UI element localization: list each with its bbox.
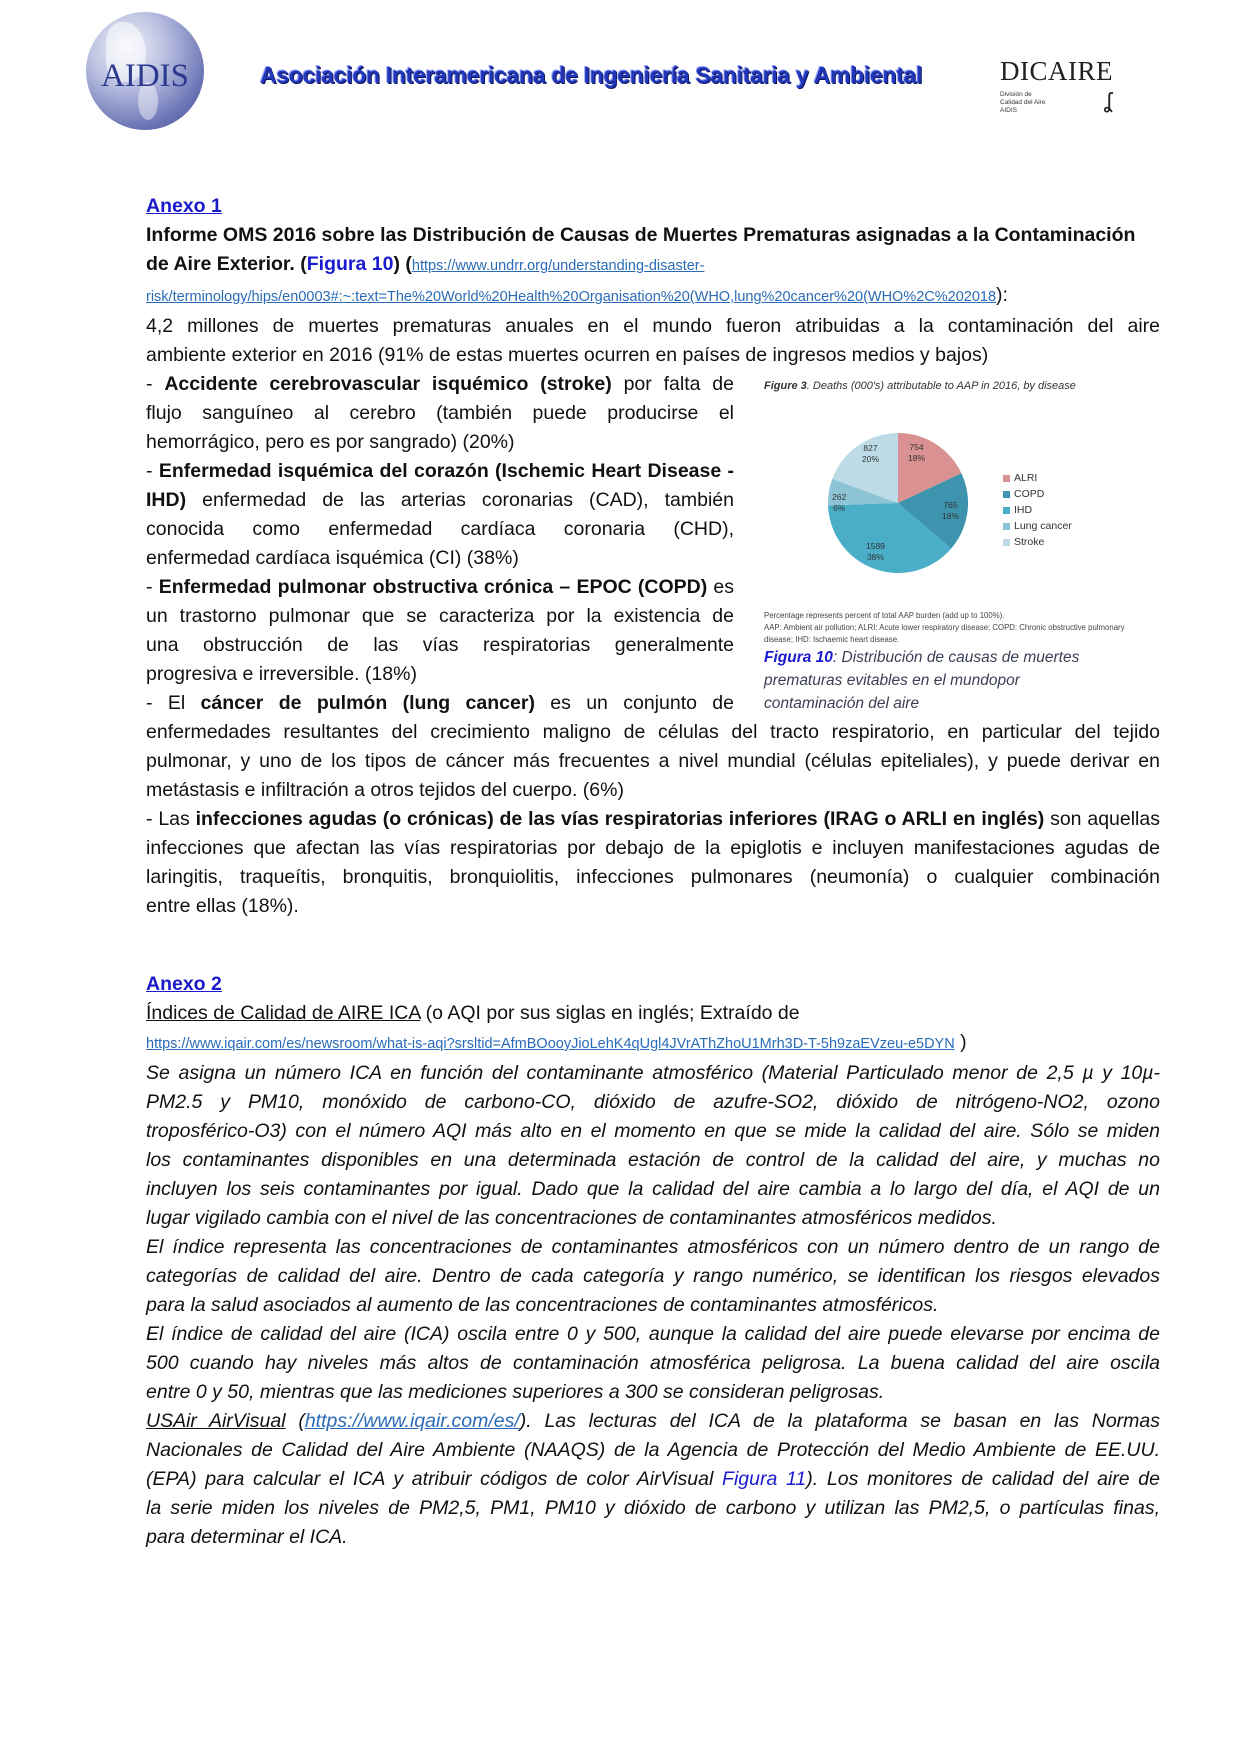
annex1-section: [146, 192, 1160, 370]
figure-10: [764, 380, 1144, 392]
annex2-body: [146, 1059, 1160, 1552]
figure-note-2: AAP: Ambient air pollution; ALRI: Acute lower respiratory disease; COPD: Chronic obstructive pulmonary: [764, 623, 1125, 632]
dicaire-name: DICAIRE: [1000, 56, 1113, 86]
dicaire-swirl-icon: ʆ: [1104, 88, 1112, 113]
disease-list-wide: [146, 718, 1160, 921]
figure11-ref-link[interactable]: Figura 11: [722, 1468, 807, 1490]
pie-legend: [1003, 470, 1072, 550]
pie-label-ihd: 1589 38%: [866, 541, 885, 562]
disease-list-narrow: [146, 370, 734, 718]
item-lung-line3: pulmonar, y uno de los tipos de cáncer más frecuentes a nivel mundial (células epiteliales), y puede derivar en: [146, 750, 1160, 772]
item-alri-line2: infecciones que afectan las vías respiratorias por debajo de la epiglotis e incluyen manifestaciones agudas de: [146, 837, 1160, 859]
item-stroke-line1: - Accidente cerebrovascular isquémico (stroke) por falta de: [146, 373, 734, 395]
legend-swatch-icon: [1003, 523, 1010, 530]
body-line: Se asigna un número ICA en función del contaminante atmosférico (Material Particulado menor de 2,5 µ y 10µ-: [146, 1062, 1160, 1084]
figure-note-3: disease; IHD: Ischaemic heart disease.: [764, 635, 900, 644]
item-lung-line2: enfermedades resultantes del crecimiento maligno de células del tracto respiratorio, en particular del tejido: [146, 721, 1160, 743]
item-alri-line1: - Las infecciones agudas (o crónicas) de las vías respiratorias inferiores (IRAG o ARLI en inglés) son aquellas: [146, 808, 1160, 830]
item-alri-line3: laringitis, traqueítis, bronquitis, bronquiolitis, infecciones pulmonares (neumonía) o cualquier combinación: [146, 866, 1160, 888]
annex1-heading-link[interactable]: Anexo 1: [146, 195, 222, 217]
body-line: PM2.5 y PM10, monóxido de carbono-CO, dióxido de azufre-SO2, dióxido de nitrógeno-NO2, ozono: [146, 1091, 1160, 1113]
figure-notes: [764, 610, 1164, 646]
item-stroke-line2: flujo sanguíneo al cerebro (también puede producirse el: [146, 402, 734, 424]
dicaire-line1: División de: [1000, 91, 1032, 98]
body-line: El índice representa las concentraciones de contaminantes atmosféricos con un número dentro de un rango de: [146, 1236, 1160, 1258]
usair-line4: la serie miden los niveles de PM2,5, PM1, PM10 y dióxido de carbono y utilizan las PM2,5, o partículas finas,: [146, 1497, 1160, 1519]
item-lung-line1: - El cáncer de pulmón (lung cancer) es un conjunto de: [146, 692, 734, 714]
item-stroke-line3: hemorrágico, pero es por sangrado) (20%): [146, 431, 515, 453]
legend-item-alri: ALRI: [1003, 470, 1072, 486]
dicaire-line2: Calidad del Aire: [1000, 99, 1046, 106]
body-line: El índice de calidad del aire (ICA) oscila entre 0 y 500, aunque la calidad del aire puede elevarse por encima de: [146, 1323, 1160, 1345]
item-copd-line1: - Enfermedad pulmonar obstructiva crónica – EPOC (COPD) es: [146, 576, 734, 598]
body-line: entre 0 y 50, mientras que las mediciones superiores a 300 se consideran peligrosas.: [146, 1381, 885, 1403]
body-line: los contaminantes disponibles en una determinada estación de control de la calidad del aire, y muchas no: [146, 1149, 1160, 1171]
undrr-link-part1[interactable]: https://www.undrr.org/understanding-disaster-: [411, 258, 705, 274]
pie-label-copd: 765 18%: [942, 500, 960, 521]
organization-title: Asociación Interamericana de Ingeniería Sanitaria y Ambiental: [260, 62, 923, 88]
pie-label-stroke: 827 20%: [862, 443, 880, 464]
figure-caption: Figura 10: Distribución de causas de muertes prematuras evitables en el mundopor contaminación del aire: [764, 649, 1080, 712]
body-line: troposférico-O3) con el número AQI más alto en el momento en que se mide la calidad del aire. Sólo se miden: [146, 1120, 1160, 1142]
usair-line5: para determinar el ICA.: [146, 1526, 348, 1548]
annex2-heading-link[interactable]: Anexo 2: [146, 973, 222, 995]
annex2-section: [146, 970, 1160, 1552]
body-line: incluyen los seis contaminantes por igual. Dado que la calidad del aire cambia a lo largo del día, el AQI de un: [146, 1178, 1160, 1200]
body-line: 500 cuando hay niveles más altos de contaminación atmosférica peligrosa. La buena calidad del aire oscila: [146, 1352, 1160, 1374]
usair-label: USAir AirVisual: [146, 1410, 286, 1432]
dicaire-line3: AIDIS: [1000, 107, 1017, 114]
annex1-title: [146, 221, 1160, 250]
annex1-title-part3: ) (: [393, 253, 412, 275]
legend-swatch-icon: [1003, 539, 1010, 546]
legend-item-lung-cancer: Lung cancer: [1003, 518, 1072, 534]
usair-line3: (EPA) para calcular el ICA y atribuir códigos de color AirVisual Figura 11). Los monitores de calidad del aire de: [146, 1468, 1160, 1490]
item-copd-line2: un trastorno pulmonar que se caracteriza por la existencia de: [146, 605, 734, 627]
annex1-title-part2: de Aire Exterior. (: [146, 253, 307, 275]
iqair-home-link[interactable]: https://www.iqair.com/es/: [304, 1410, 520, 1432]
link-close: ):: [996, 284, 1008, 306]
item-ihd-line4: enfermedad cardíaca isquémica (CI) (38%): [146, 547, 519, 569]
aidis-logo-text: AIDIS: [101, 58, 189, 94]
dicaire-logo: [1000, 56, 1113, 115]
item-copd-line3: una obstrucción de las vías respiratorias generalmente: [146, 634, 734, 656]
legend-item-copd: COPD: [1003, 486, 1072, 502]
body-line: para la salud asociados al aumento de las concentraciones de contaminantes atmosféricos.: [146, 1294, 939, 1316]
figure10-ref-link[interactable]: Figura 10: [306, 253, 394, 275]
pie-label-lung-cancer: 262 6%: [832, 492, 847, 513]
dicaire-subtitle: [1000, 91, 1113, 115]
body-line: categorías de calidad del aire. Dentro de cada categoría y rango numérico, se identifican los riesgos elevados: [146, 1265, 1160, 1287]
undrr-link-part2[interactable]: risk/terminology/hips/en0003#:~:text=The%20World%20Health%20Organisation%20(WHO,lung%20cancer%20(WHO%2C%202018: [146, 289, 997, 305]
intro-line1: 4,2 millones de muertes prematuras anuales en el mundo fueron atribuidas a la contaminación del aire: [146, 315, 1160, 337]
legend-swatch-icon: [1003, 491, 1010, 498]
annex1-title-line2: [146, 250, 1160, 281]
legend-item-stroke: Stroke: [1003, 534, 1072, 550]
page-header: [0, 0, 1241, 140]
annex1-title-line1: Informe OMS 2016 sobre las Distribución de Causas de Muertes Prematuras asignadas a la Contaminación: [146, 224, 1136, 246]
legend-item-ihd: IHD: [1003, 502, 1072, 518]
usair-line2: Nacionales de Calidad del Aire Ambiente (NAAQS) de la Agencia de Protección del Medio Ambiente de EE.UU.: [146, 1439, 1160, 1461]
aidis-globe-logo: [86, 12, 204, 130]
undrr-link-line2: [146, 281, 1160, 312]
legend-swatch-icon: [1003, 475, 1010, 482]
intro-line2: ambiente exterior en 2016 (91% de estas muertes ocurren en países de ingresos medios y bajos): [146, 344, 989, 366]
figure-note-1: Percentage represents percent of total AAP burden (add up to 100%).: [764, 611, 1005, 620]
figure-title: Figure 3. Deaths (000's) attributable to AAP in 2016, by disease: [764, 380, 1076, 392]
annex2-subtitle-underlined: Índices de Calidad de AIRE ICA: [146, 1002, 421, 1024]
iqair-aqi-link[interactable]: https://www.iqair.com/es/newsroom/what-is-aqi?srsltid=AfmBOooyJioLehK4qUgl4JVrAThZhoU1Mrh3D-T-5h9zaEVzeu-e5DYN: [146, 1036, 955, 1052]
item-ihd-line2: IHD) enfermedad de las arterias coronarias (CAD), también: [146, 489, 734, 511]
item-alri-line4: entre ellas (18%).: [146, 895, 299, 917]
pie-label-alri: 754 18%: [908, 442, 926, 463]
body-line: lugar vigilado cambia con el nivel de las concentraciones de contaminantes atmosféricos medidos.: [146, 1207, 997, 1229]
usair-line1: USAir AirVisual (https://www.iqair.com/es/). Las lecturas del ICA de la plataforma se basan en las Normas: [146, 1410, 1160, 1432]
annex2-subtitle: Índices de Calidad de AIRE ICA (o AQI por sus siglas en inglés; Extraído de: [146, 1002, 800, 1024]
item-copd-line4: progresiva e irreversible. (18%): [146, 663, 417, 685]
item-lung-line4: metástasis e infiltración a otros tejidos del cuerpo. (6%): [146, 779, 624, 801]
item-ihd-line1: - Enfermedad isquémica del corazón (Ischemic Heart Disease -: [146, 460, 734, 482]
caption-label: Figura 10: [764, 649, 833, 666]
iqair-link-line: https://www.iqair.com/es/newsroom/what-is-aqi?srsltid=AfmBOooyJioLehK4qUgl4JVrAThZhoU1Mrh3D-T-5h9zaEVzeu-e5DYN ): [146, 1031, 967, 1053]
legend-swatch-icon: [1003, 507, 1010, 514]
item-ihd-line3: conocida como enfermedad cardíaca coronaria (CHD),: [146, 518, 734, 540]
